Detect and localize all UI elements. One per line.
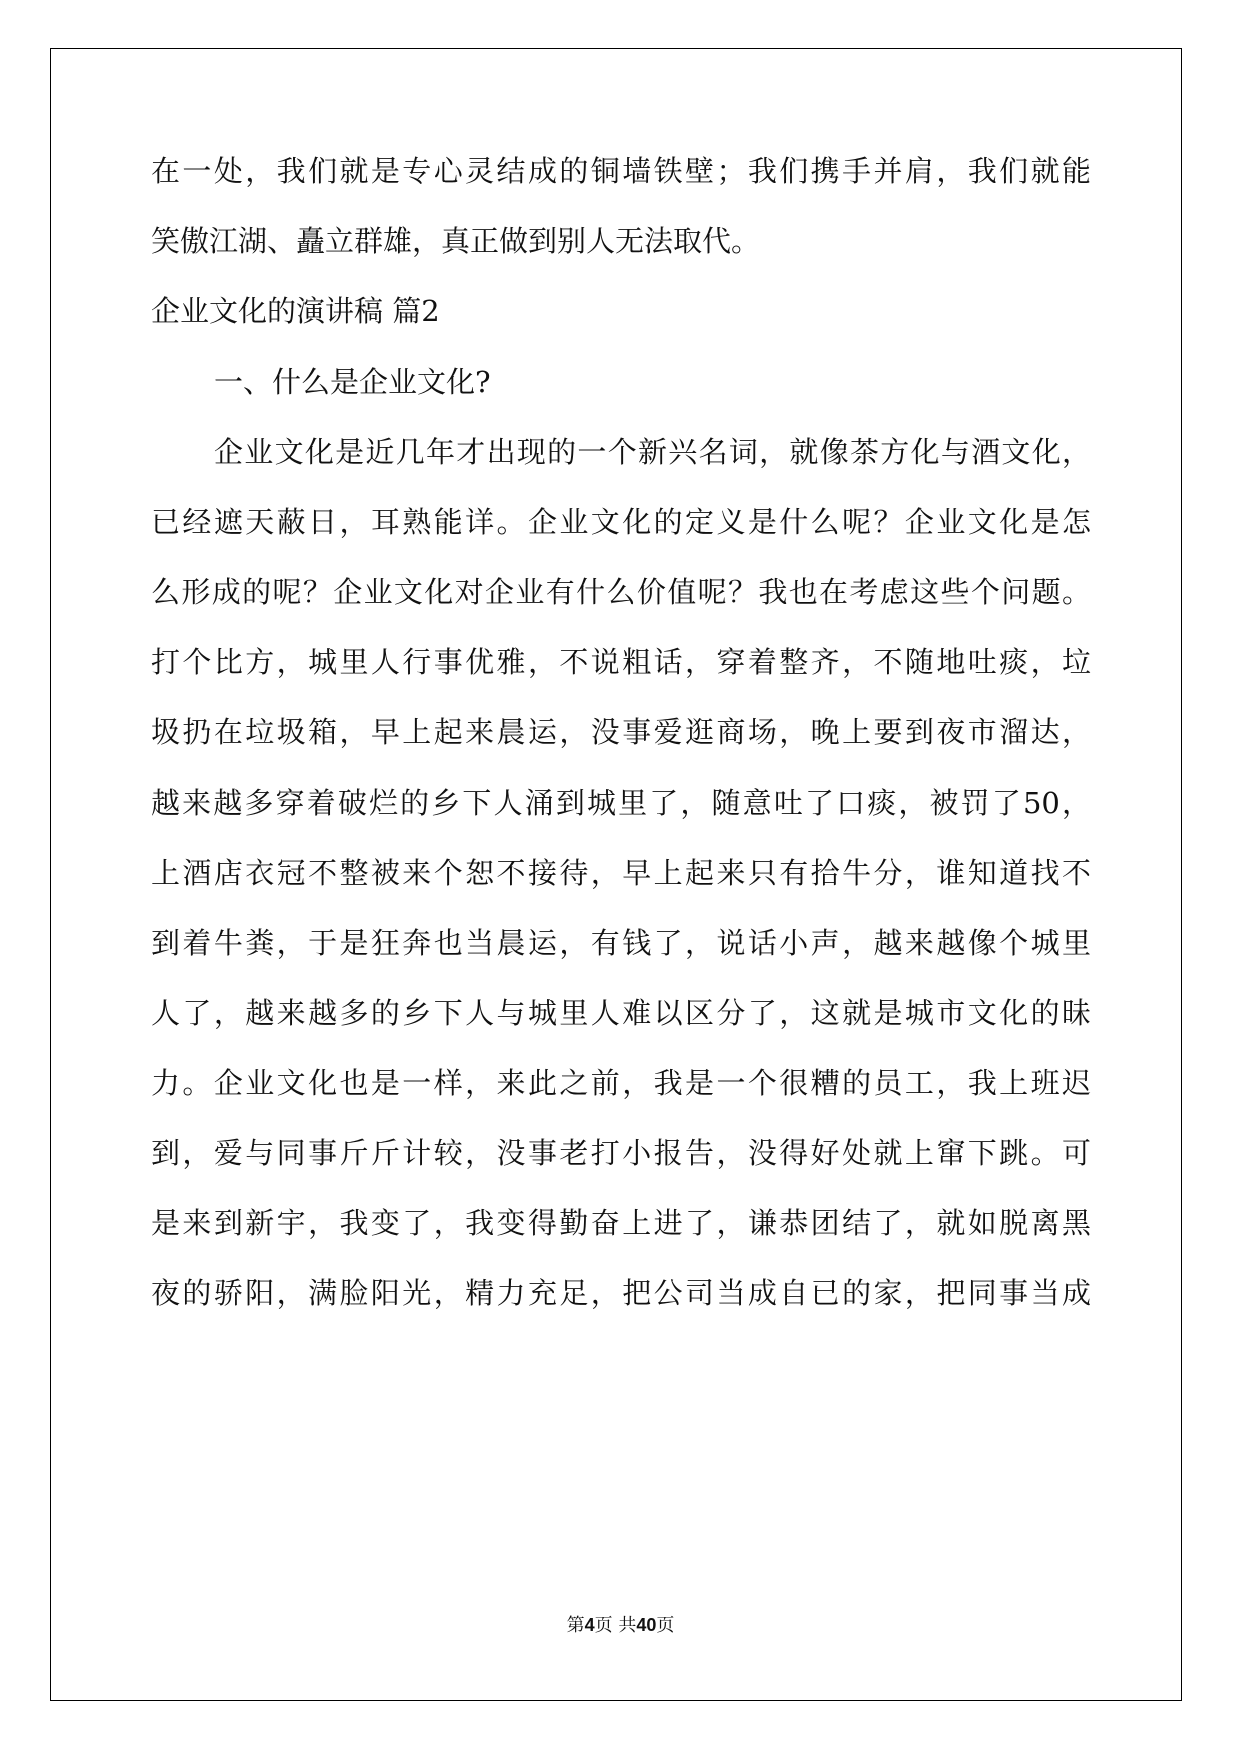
paragraph-line: 力。企业文化也是一样，来此之前，我是一个很糟的员工，我上班迟 [151, 1066, 1091, 1100]
paragraph-line: 越来越多穿着破烂的乡下人涌到城里了，随意吐了口痰，被罚了50， [151, 786, 1091, 820]
paragraph-line: 到着牛粪，于是狂奔也当晨运，有钱了，说话小声，越来越像个城里 [151, 926, 1091, 960]
total-page-count: 40 [636, 1615, 657, 1635]
footer-mid: 页 共 [594, 1615, 637, 1636]
paragraph-line: 已经遮天蔽日，耳熟能详。企业文化的定义是什么呢？企业文化是怎 [151, 505, 1091, 539]
paragraph-line: 在一处，我们就是专心灵结成的铜墙铁壁；我们携手并肩，我们就能 [151, 154, 1091, 188]
paragraph-line: 圾扔在垃圾箱，早上起来晨运，没事爱逛商场，晚上要到夜市溜达， [151, 715, 1091, 749]
current-page-number: 4 [584, 1615, 595, 1635]
paragraph-line: 人了，越来越多的乡下人与城里人难以区分了，这就是城市文化的昧 [151, 996, 1091, 1030]
page-footer [0, 1612, 1241, 1638]
paragraph-line: 么形成的呢？企业文化对企业有什么价值呢？我也在考虑这些个问题。 [151, 575, 1091, 609]
paragraph-line: 到，爱与同事斤斤计较，没事老打小报告，没得好处就上窜下跳。可 [151, 1136, 1091, 1170]
paragraph-line: 笑傲江湖、矗立群雄，真正做到别人无法取代。 [151, 224, 761, 258]
paragraph-line: 夜的骄阳，满脸阳光，精力充足，把公司当成自已的家，把同事当成 [151, 1276, 1091, 1310]
subheading: 一、什么是企业文化? [214, 365, 491, 399]
paragraph-line: 企业文化是近几年才出现的一个新兴名词，就像茶方化与酒文化， [214, 435, 1091, 469]
footer-suffix: 页 [656, 1615, 675, 1636]
paragraph-line: 上酒店衣冠不整被来个恕不接待，早上起来只有拾牛分，谁知道找不 [151, 856, 1091, 890]
paragraph-line: 是来到新宇，我变了，我变得勤奋上进了，谦恭团结了，就如脱离黑 [151, 1206, 1091, 1240]
section-heading: 企业文化的演讲稿 篇2 [151, 294, 440, 328]
paragraph-line: 打个比方，城里人行事优雅，不说粗话，穿着整齐，不随地吐痰，垃 [151, 645, 1091, 679]
footer-prefix: 第 [566, 1615, 585, 1636]
